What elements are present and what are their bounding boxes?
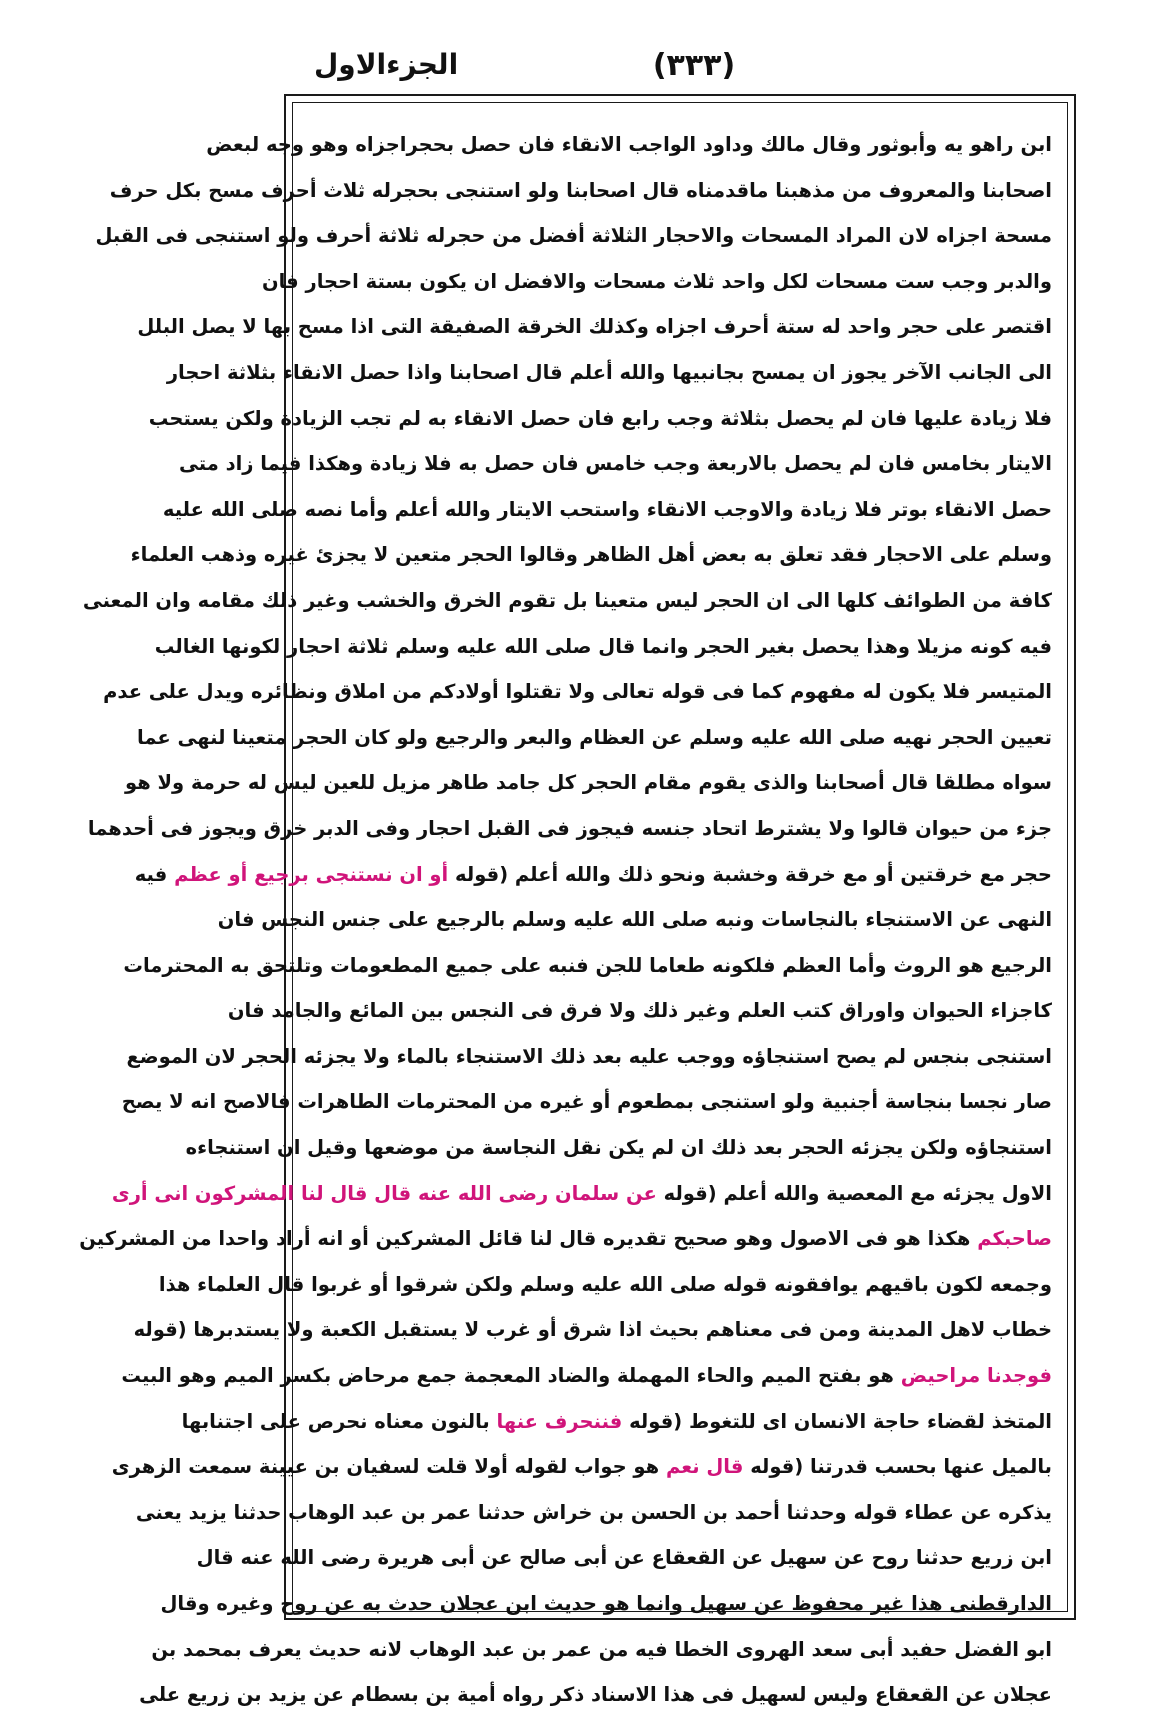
line-text: اصحابنا والمعروف من مذهبنا ماقدمناه قال اصحابنا ولو استنجى بحجرله ثلاث أحرف مسح بكل حرف [109, 178, 1052, 202]
page-frame [79, 94, 1076, 1707]
text-line [130, 532, 1052, 578]
text-line [82, 578, 1052, 624]
volume-title: الجزءالاول [314, 48, 459, 81]
line-text: حجر مع خرقتين أو مع خرقة وخشبة ونحو ذلك والله أعلم (قوله [455, 862, 1052, 886]
text-line [148, 396, 1052, 442]
line-text: المتخذ لقضاء حاجة الانسان اى للتغوط (قوله [629, 1409, 1052, 1433]
line-text: هكذا هو فى الاصول وهو صحيح تقديره قال لنا قائل المشركين أو انه أراد واحدا من المشركين [79, 1227, 971, 1251]
line-text: الرجيع هو الروث وأما العظم فلكونه طعاما للجن فنبه على جميع المطعومات وتلتحق به المحترمات [123, 953, 1052, 977]
text-line [154, 624, 1052, 670]
text-body [79, 122, 1052, 1718]
text-line [111, 1444, 1052, 1490]
text-line [134, 852, 1052, 898]
line-text: استنجاؤه ولكن يجزئه الحجر بعد ذلك ان لم يكن نقل النجاسة من موضعها وقيل ان استنجاءه [185, 1136, 1052, 1160]
text-line [95, 213, 1052, 259]
line-text: النهى عن الاستنجاء بالنجاسات ونبه صلى الله عليه وسلم بالرجيع على جنس النجس فان [217, 908, 1052, 932]
text-line [162, 487, 1052, 533]
line-text: تعيين الحجر نهيه صلى الله عليه وسلم عن العظام والبعر والرجيع ولو كان الحجر متعينا لنهى عما [137, 725, 1052, 749]
line-text: اقتصر على حجر واحد له ستة أحرف اجزاه وكذلك الخرقة الصفيقة التى اذا مسح بها لا يصل البلل [137, 315, 1052, 339]
text-line [121, 1079, 1052, 1125]
highlighted-quote: فوجدنا مراحيض [900, 1364, 1052, 1388]
line-text: كاجزاء الحيوان واوراق كتب العلم وغير ذلك ولا فرق فى النجس بين المائع والجامد فان [227, 999, 1052, 1023]
line-text: فلا زيادة عليها فان لم يحصل بثلاثة وجب رابع فان حصل الانقاء به لم تجب الزيادة ولكن يستحب [148, 406, 1052, 430]
text-line [227, 988, 1052, 1034]
line-text: بالنون معناه نحرص على اجتنابها [181, 1409, 490, 1433]
text-line [109, 168, 1052, 214]
line-text: فيه [134, 862, 168, 886]
line-text: مسحة اجزاه لان المراد المسحات والاحجار الثلاثة أفضل من حجرله ثلاثة أحرف ولو استنجى فى القبل [95, 224, 1052, 248]
line-text: استنجى بنجس لم يصح استنجاؤه ووجب عليه بعد ذلك الاستنجاء بالماء ولا يجزئه الحجر لان الموضع [126, 1044, 1052, 1068]
text-line [206, 122, 1052, 168]
line-text: خطاب لاهل المدينة ومن فى معناهم بحيث اذا شرق أو غرب لا يستقبل الكعبة ولا يستدبرها (قوله [133, 1318, 1052, 1342]
line-text: ابن زريع حدثنا روح عن سهيل عن القعقاع عن أبى صالح عن أبى هريرة رضى الله عنه قال [196, 1546, 1052, 1570]
line-text: وسلم على الاحجار فقد تعلق به بعض أهل الظاهر وقالوا الحجر متعين لا يجزئ غيره وذهب العلماء [130, 543, 1052, 567]
line-text: ابو الفضل حفيد أبى سعد الهروى الخطا فيه من عمر بن عبد الوهاب لانه حديث يعرف بمحمد بن [151, 1637, 1052, 1661]
text-line [181, 1399, 1052, 1445]
text-line [124, 760, 1052, 806]
line-text: هو جواب لقوله أولا قلت لسفيان بن عيينة سمعت الزهرى [111, 1455, 660, 1479]
text-line [160, 1581, 1052, 1627]
line-text: الى الجانب الآخر يجوز ان يمسح بجانبيها والله أعلم قال اصحابنا واذا حصل الانقاء بثلاثة احجار [166, 360, 1052, 384]
highlighted-quote: قال نعم [665, 1455, 744, 1479]
line-text: صار نجسا بنجاسة أجنبية ولو استنجى بمطعوم أو غيره من المحترمات الطاهرات فالاصح انه لا يصح [121, 1090, 1052, 1114]
text-line [135, 1490, 1052, 1536]
text-line [196, 1535, 1052, 1581]
line-text: الدارقطنى هذا غير محفوظ عن سهيل وانما هو حديث ابن عجلان حدث به عن روح وغيره وقال [160, 1592, 1052, 1615]
text-line [185, 1125, 1052, 1171]
line-text: المتيسر فلا يكون له مفهوم كما فى قوله تعالى ولا تقتلوا أولادكم من املاق ونظائره ويدل على عدم [103, 680, 1052, 704]
page-number: (٣٣٣) [652, 48, 736, 83]
text-line [121, 1353, 1052, 1399]
line-text: بالميل عنها بحسب قدرتنا (قوله [750, 1455, 1052, 1479]
text-line [137, 715, 1052, 761]
text-line [111, 1171, 1052, 1217]
text-line [123, 943, 1052, 989]
line-text: يذكره عن عطاء قوله وحدثنا أحمد بن الحسن بن خراش حدثنا عمر بن عبد الوهاب حدثنا يزيد يعنى [135, 1500, 1052, 1524]
text-line [166, 350, 1052, 396]
text-line [261, 259, 1052, 305]
highlighted-quote: أو ان نستنجى برجيع أو عظم [174, 862, 449, 886]
highlighted-quote: صاحبكم [977, 1227, 1052, 1251]
text-line [133, 1307, 1052, 1353]
highlighted-quote: فننحرف عنها [496, 1409, 623, 1433]
line-text: والدبر وجب ست مسحات لكل واحد ثلاث مسحات والافضل ان يكون بستة احجار فان [261, 269, 1052, 293]
line-text: فيه كونه مزيلا وهذا يحصل بغير الحجر وانما قال صلى الله عليه وسلم ثلاثة احجار لكونها الغالب [154, 634, 1052, 658]
line-text: عجلان عن القعقاع وليس لسهيل فى هذا الاسناد ذكر رواه أمية بن بسطام عن يزيد بن زريع على [139, 1683, 1052, 1707]
text-line [126, 1034, 1052, 1080]
text-line [79, 1216, 1052, 1262]
line-text: وجمعه لكون باقيهم يوافقونه قوله صلى الله عليه وسلم ولكن شرقوا أو غربوا قال العلماء هذا [158, 1272, 1052, 1296]
line-text: حصل الانقاء بوتر فلا زيادة والاوجب الانقاء واستحب الايتار والله أعلم وأما نصه صلى الله عليه [162, 497, 1052, 521]
highlighted-quote: عن سلمان رضى الله عنه قال قال لنا المشركون انى أرى [111, 1181, 657, 1205]
line-text: الايتار بخامس فان لم يحصل بالاربعة وجب خامس فان حصل به فلا زيادة وهكذا فيما زاد متى [179, 452, 1052, 476]
text-line [158, 1262, 1052, 1308]
text-line [179, 441, 1052, 487]
text-line [151, 1627, 1052, 1673]
line-text: ابن راهو يه وأبوثور وقال مالك وداود الواجب الانقاء فان حصل بحجراجزاه وهو وجه لبعض [206, 133, 1052, 156]
text-line [137, 304, 1052, 350]
page-header [284, 48, 1084, 92]
text-line [103, 669, 1052, 715]
text-line [87, 806, 1052, 852]
text-line [139, 1672, 1052, 1718]
line-text: جزء من حيوان قالوا ولا يشترط اتحاد جنسه فيجوز فى القبل احجار وفى الدبر خرق ويجوز فى أحدهما [87, 816, 1052, 840]
line-text: كافة من الطوائف كلها الى ان الحجر ليس متعينا بل تقوم الخرق والخشب وغير ذلك مقامه وان المعنى [82, 588, 1052, 612]
line-text: سواه مطلقا قال أصحابنا والذى يقوم مقام الحجر كل جامد طاهر مزيل للعين ليس له حرمة ولا هو [124, 771, 1052, 795]
line-text: هو بفتح الميم والحاء المهملة والضاد المعجمة جمع مرحاض بكسر الميم وهو البيت [121, 1364, 894, 1388]
line-text: الاول يجزئه مع المعصية والله أعلم (قوله [663, 1181, 1052, 1205]
text-line [217, 897, 1052, 943]
